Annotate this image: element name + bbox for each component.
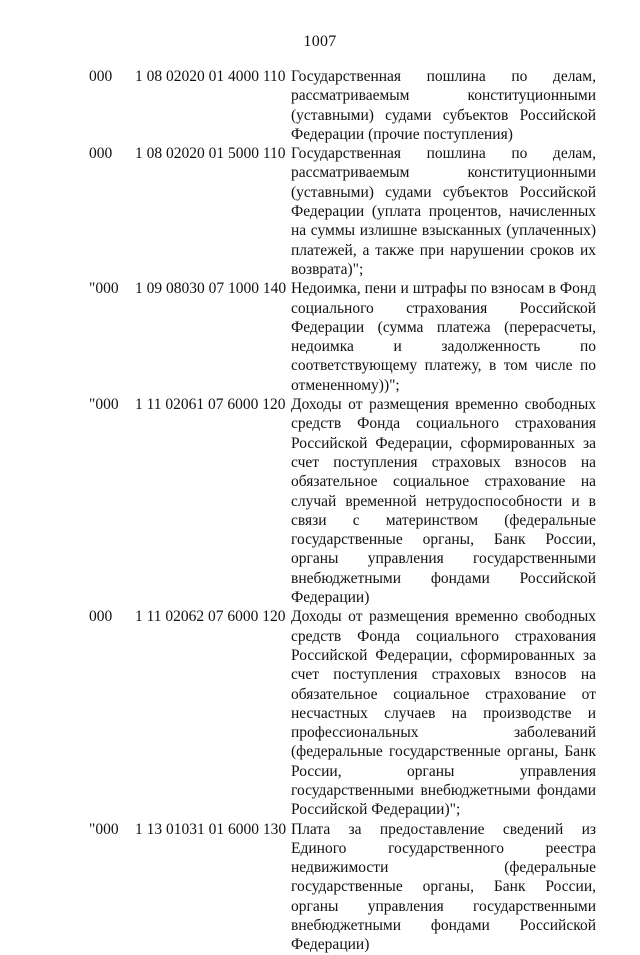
- budget-classification-code: 1 13 01031 01 6000 130: [135, 820, 287, 838]
- administrator-code: 000: [89, 68, 113, 85]
- table-row: [0, 144, 640, 279]
- administrator-code: 000: [89, 608, 113, 626]
- table-row: [0, 67, 640, 144]
- income-description: Государственная пошлина по делам, рассматриваемым конституционными (уставными) судами субъектов Российской Федерации (уплата процентов, начисленных на суммы излишне взысканных (уплаченных) платежей, а также при нарушении сроков их возврата)";: [291, 145, 596, 278]
- administrator-code: "000: [89, 820, 119, 838]
- budget-code-table: [0, 67, 640, 955]
- income-description: Плата за предоставление сведений из Единого государственного реестра недвижимости (федеральные государственные органы, Банк России, органы управления государственными внебюджетными фондами Российской Федерации): [291, 820, 596, 954]
- budget-classification-code: 1 09 08030 07 1000 140: [135, 280, 287, 298]
- income-description: Доходы от размещения временно свободных средств Фонда социального страхования Российской Федерации, сформированных за счет поступления страховых взносов на обязательное социальное страхование от несчастных случаев на производстве и профессиональных заболеваний (федеральные государственные органы, Банк России, органы управления государственными внебюджетными фондами Российской Федерации)";: [291, 608, 596, 819]
- table-row: [0, 395, 640, 607]
- budget-classification-code: 1 11 02061 07 6000 120: [135, 396, 286, 414]
- budget-classification-code: 1 11 02062 07 6000 120: [135, 608, 286, 626]
- page-number: 1007: [303, 33, 337, 50]
- income-description: Недоимка, пени и штрафы по взносам в Фонд социального страхования Российской Федерации (сумма платежа (перерасчеты, недоимка и задолженность по соответствующему платежу, в том числе по отмененному))";: [291, 280, 596, 394]
- income-description: Государственная пошлина по делам, рассматриваемым конституционными (уставными) судами субъектов Российской Федерации (прочие поступления): [291, 68, 596, 143]
- administrator-code: "000: [89, 280, 119, 298]
- table-row: [0, 279, 640, 395]
- administrator-code: 000: [89, 145, 113, 163]
- income-description: Доходы от размещения временно свободных средств Фонда социального страхования Российской Федерации, сформированных за счет поступления страховых взносов на обязательное социальное страхование на случай временной нетрудоспособности и в связи с материнством (федеральные государственные органы, Банк России, органы управления государственными внебюджетными фондами Российской Федерации): [291, 396, 596, 607]
- budget-classification-code: 1 08 02020 01 5000 110: [135, 145, 286, 163]
- budget-classification-code: 1 08 02020 01 4000 110: [135, 68, 286, 85]
- administrator-code: "000: [89, 396, 119, 414]
- table-row: [0, 820, 640, 955]
- table-row: [0, 607, 640, 819]
